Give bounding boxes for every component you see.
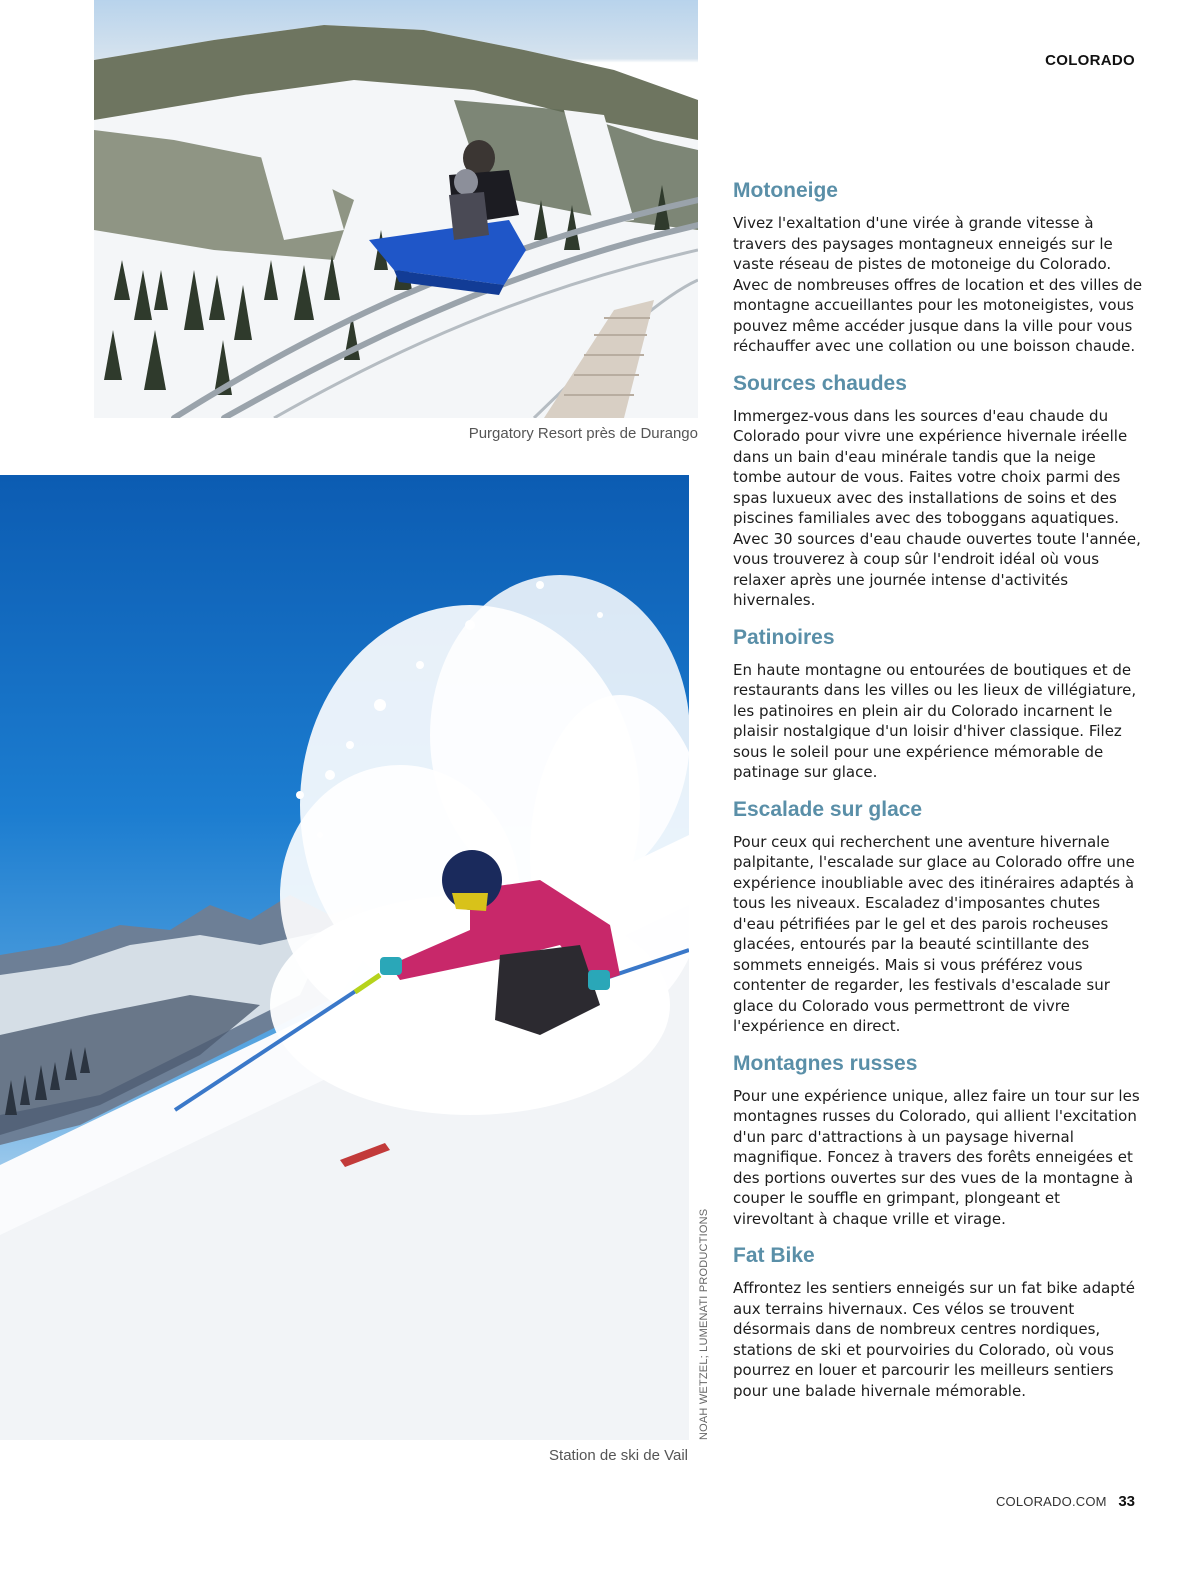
section-title: Motoneige [733,179,838,202]
skier-photo [0,475,689,1440]
section-fat-bike [733,1243,1143,1401]
article-column [733,178,1143,1415]
alpine-coaster-illustration [94,0,698,418]
bottom-photo-caption: Station de ski de Vail [549,1447,688,1464]
alpine-coaster-photo [94,0,698,418]
section-body: Pour ceux qui recherchent une aventure hivernale palpitante, l'escalade sur glace au Colorado offre une expérience inoubliable avec des itinéraires adaptés à tous les niveaux. Escaladez d'imposantes chutes d'eau pétrifiées par le gel et des parois rocheuses glacées, entourés par la beauté scintillante des sommets enneigés. Mais si vous préférez vous contenter de regarder, les festivals d'escalade sur glace du Colorado vous permettront de vivre l'expérience en direct. [733,832,1135,1035]
photo-credit: NOAH WETZEL; LUMENATI PRODUCTIONS [698,1208,710,1440]
section-body: Vivez l'exaltation d'une virée à grande vitesse à travers des paysages montagneux enneigés sur le vaste réseau de pistes de motoneige du Colorado. Avec de nombreuses offres de location et des villes de montagne accueillantes pour les motoneigistes, vous pouvez même accéder jusque dans la ville pour vous réchauffer avec une collation ou une boisson chaude. [733,214,1143,355]
section-title: Montagnes russes [733,1051,918,1075]
section-patinoires [733,625,1143,783]
section-body: Pour une expérience unique, allez faire un tour sur les montagnes russes du Colorado, qui allient l'excitation d'un parc d'attractions à un paysage hivernal magnifique. Foncez à travers des forêts enneigées et des portions ouvertes sur des vues de la montagne à couper le souffle en grimpant, plongeant et virevoltant à chaque vrille et virage. [733,1086,1140,1228]
section-label: COLORADO [1045,52,1135,69]
page-number: 33 [1118,1493,1135,1510]
page-footer [996,1493,1135,1510]
section-sources-chaudes [733,371,1143,611]
section-title: Sources chaudes [733,371,907,395]
section-body: Immergez-vous dans les sources d'eau chaude du Colorado pour vivre une expérience hivernale iréelle dans un bain d'eau minérale tandis que la neige tombe autour de vous. Faites votre choix parmi des spas luxueux avec des installations de soins et des piscines familiales avec des toboggans aquatiques. Avec 30 sources d'eau chaude ouvertes toute l'année, vous trouverez à coup sûr l'endroit idéal où vous relaxer après une journée intense d'activités hivernales. [733,406,1141,609]
top-photo-caption: Purgatory Resort près de Durango [468,425,698,442]
section-montagnes-russes [733,1051,1143,1230]
section-escalade [733,797,1143,1037]
section-body: Affrontez les sentiers enneigés sur un fat bike adapté aux terrains hivernaux. Ces vélos se trouvent désormais dans de nombreux centres nordiques, stations de ski et pourvoiries du Colorado, où vous pourrez en louer et parcourir les meilleurs sentiers pour une balade hivernale mémorable. [733,1279,1135,1400]
footer-site-link[interactable]: COLORADO.COM [995,1494,1107,1509]
section-body: En haute montagne ou entourées de boutiques et de restaurants dans les villes ou les lieux de villégiature, les patinoires en plein air du Colorado incarnent le plaisir nostalgique d'un loisir d'hiver classique. Filez sous le soleil pour une expérience mémorable de patinage sur glace. [733,660,1137,781]
section-title: Fat Bike [733,1244,815,1267]
section-title: Patinoires [733,625,835,649]
skier-illustration [0,475,689,1440]
section-motoneige [733,178,1143,357]
section-title: Escalade sur glace [733,797,923,821]
